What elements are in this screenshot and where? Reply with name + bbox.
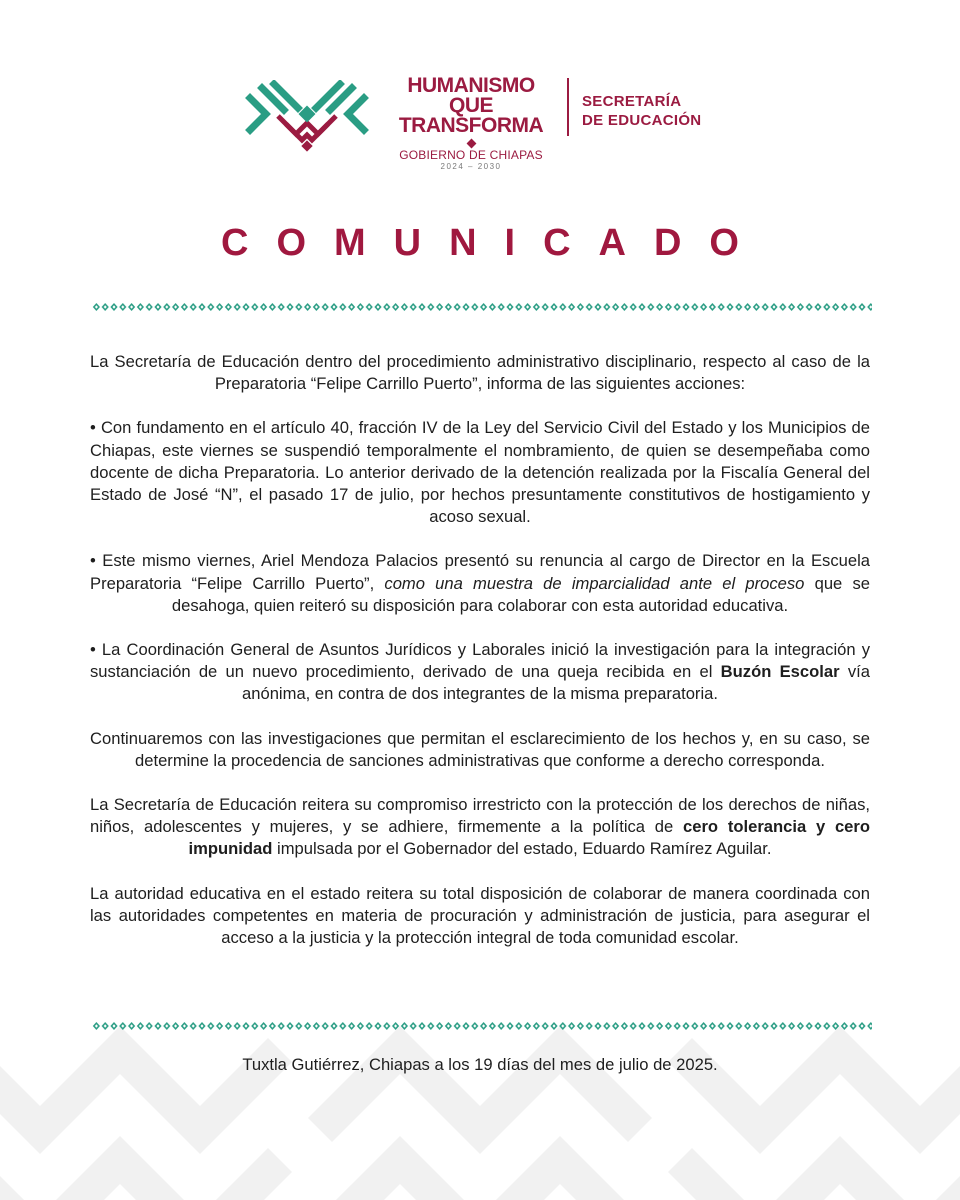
paragraph-resignation — [90, 550, 870, 617]
press-release-body — [90, 351, 870, 971]
page-title: COMUNICADO — [221, 222, 767, 264]
italic-span: como una muestra de imparcialidad ante el proceso — [384, 573, 805, 593]
header — [0, 70, 960, 171]
logo-government: GOBIERNO DE CHIAPAS — [399, 148, 543, 162]
paragraph-collaboration: La autoridad educativa en el estado reitera su total disposición de colaborar de manera coordinada con las autoridades competentes en materia de procuración y administración de justicia, para asegurar el acceso a la justicia y la protección integral de toda comunidad escolar. — [90, 883, 870, 948]
background-pattern — [0, 1010, 960, 1200]
text-span: • La Coordinación General de Asuntos Jurídicos y Laborales inició la investigación para la integración y sustanciación de un nuevo procedimiento, derivado de una queja recibida en el — [90, 640, 870, 682]
text-span: La Secretaría de Educación reitera su compromiso irrestricto con la protección de los derechos de niñas, niños, adolescentes y mujeres, y se adhiere, firmemente a la política de — [90, 795, 870, 837]
logo-years: 2024 – 2030 — [440, 162, 502, 171]
bold-span: Buzón Escolar — [720, 662, 840, 682]
text-span: vía anónima, en contra de dos integrantes de la misma preparatoria. — [242, 662, 870, 704]
text-span: que se desahoga, quien reiteró su disposición para colaborar con esta autoridad educativa. — [171, 573, 870, 615]
secretaria-label — [582, 92, 701, 130]
diamond-divider — [92, 302, 872, 312]
government-logo-icon — [242, 80, 372, 152]
header-divider — [567, 78, 569, 136]
logo-line1: HUMANISMO QUE — [407, 74, 535, 117]
logo-wordmark — [386, 76, 556, 172]
paragraph-intro: La Secretaría de Educación dentro del procedimiento administrativo disciplinario, respecto al caso de la Preparatoria “Felipe Carrillo Puerto”, informa de las siguientes acciones: — [90, 352, 870, 394]
secretaria-line1: SECRETARÍA — [582, 93, 682, 110]
diamond-icon — [466, 139, 476, 149]
text-span: • Este mismo viernes, Ariel Mendoza Palacios presentó su renuncia al cargo de Director en la Escuela Preparatoria “Felipe Carrillo Puerto”, — [90, 551, 870, 593]
paragraph-investigation — [90, 639, 870, 706]
paragraph-commitment — [90, 794, 870, 861]
diamond-divider — [92, 1021, 872, 1031]
secretaria-line2: DE EDUCACIÓN — [582, 112, 702, 129]
paragraph-continuation: Continuaremos con las investigaciones que permitan el esclarecimiento de los hechos y, en su caso, se determine la procedencia de sanciones administrativas que conforme a derecho corresponda. — [90, 728, 870, 770]
closing-place-date: Tuxtla Gutiérrez, Chiapas a los 19 días del mes de julio de 2025. — [242, 1055, 718, 1074]
logo-line2: TRANSFORMA — [398, 114, 544, 137]
paragraph-suspension: • Con fundamento en el artículo 40, fracción IV de la Ley del Servicio Civil del Estado y los Municipios de Chiapas, este viernes se suspendió temporalmente el nombramiento, de quien se desempeñaba como docente de dicha Preparatoria. Lo anterior derivado de la detención realizada por la Fiscalía General del Estado de José “N”, el pasado 17 de julio, por hechos presuntamente constitutivos de hostigamiento y acoso sexual. — [90, 418, 870, 527]
bold-span: cero tolerancia y cero impunidad — [188, 817, 870, 859]
text-span: impulsada por el Gobernador del estado, Eduardo Ramírez Aguilar. — [272, 839, 772, 859]
